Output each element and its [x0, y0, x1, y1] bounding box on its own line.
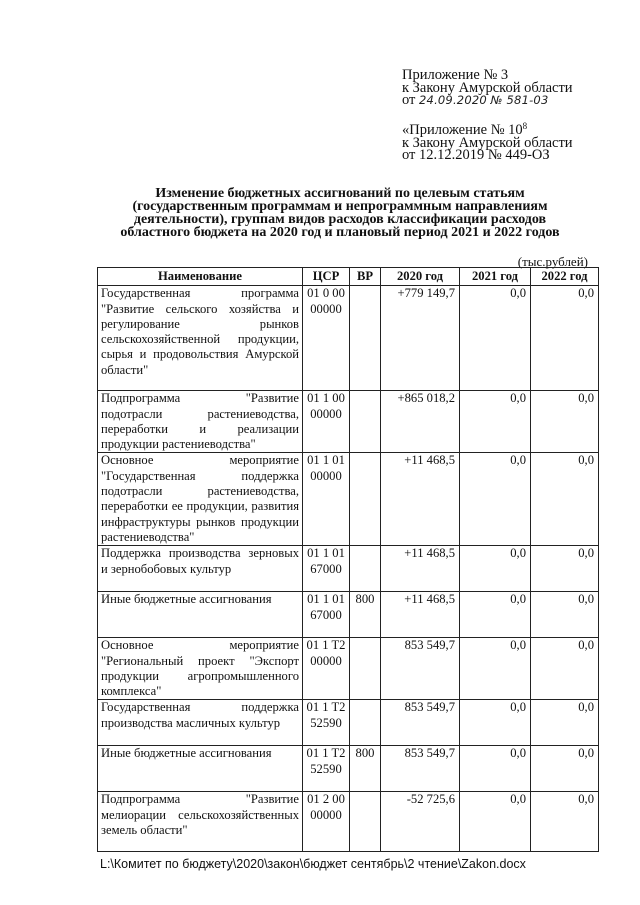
cell-2020: 853 549,7	[381, 700, 460, 746]
cell-name: Основное мероприятие "Государственная поддержка подотрасли растениеводства, переработки ее продукции, развития инфраструктуры рынков продукции растениеводства"	[98, 453, 303, 546]
cell-2021: 0,0	[460, 700, 531, 746]
title-line: областного бюджета на 2020 год и плановый период 2021 и 2022 годов	[120, 225, 560, 240]
table-row	[98, 792, 599, 852]
annex-current-date-line	[402, 94, 573, 107]
cell-vr	[350, 453, 381, 546]
cell-name: Подпрограмма "Развитие мелиорации сельскохозяйственных земель области"	[98, 792, 303, 852]
cell-2021: 0,0	[460, 638, 531, 700]
cell-vr	[350, 391, 381, 453]
cell-csr: 01 0 00 00000	[303, 286, 350, 391]
document-title	[96, 187, 584, 239]
cell-2021: 0,0	[460, 592, 531, 638]
cell-csr: 01 1 T2 52590	[303, 746, 350, 792]
cell-2020: +779 149,7	[381, 286, 460, 391]
cell-2022: 0,0	[531, 391, 599, 453]
annex-previous-title: «Приложение № 10	[402, 122, 523, 138]
title-line: деятельности), группам видов расходов классификации расходов	[133, 212, 547, 227]
column-header-csr: ЦСР	[303, 268, 350, 286]
table-header-row	[98, 268, 599, 286]
cell-2022: 0,0	[531, 792, 599, 852]
cell-vr	[350, 700, 381, 746]
cell-2021: 0,0	[460, 746, 531, 792]
cell-2021: 0,0	[460, 391, 531, 453]
cell-vr	[350, 286, 381, 391]
cell-name: Государственная программа "Развитие сельского хозяйства и регулирование рынков сельскохозяйственной продукции, сырья и продовольствия Амурской области"	[98, 286, 303, 391]
title-line: (государственным программам и непрограммным направлениям	[132, 199, 548, 214]
annex-previous-date-number: от 12.12.2019 № 449-ОЗ	[402, 147, 550, 163]
column-header-2022: 2022 год	[531, 268, 599, 286]
cell-2021: 0,0	[460, 453, 531, 546]
budget-table	[97, 267, 599, 852]
cell-name: Основное мероприятие "Региональный проект "Экспорт продукции агропромышленного комплекса"	[98, 638, 303, 700]
annex-current-law-ref: к Закону Амурской области	[402, 79, 573, 96]
cell-csr: 01 1 01 00000	[303, 453, 350, 546]
table-row	[98, 592, 599, 638]
cell-2021: 0,0	[460, 286, 531, 391]
cell-2022: 0,0	[531, 638, 599, 700]
column-header-name: Наименование	[98, 268, 303, 286]
cell-2022: 0,0	[531, 700, 599, 746]
annex-previous-title-sup: 8	[522, 121, 528, 131]
table-row	[98, 638, 599, 700]
cell-2021: 0,0	[460, 546, 531, 592]
handwritten-date: 24.09.2020	[419, 93, 487, 107]
column-header-2020: 2020 год	[381, 268, 460, 286]
cell-2020: -52 725,6	[381, 792, 460, 852]
units-label: (тыс.рублей)	[517, 254, 588, 269]
cell-vr: 800	[350, 746, 381, 792]
table-row	[98, 286, 599, 391]
annex-current-title: Приложение № 3	[402, 67, 509, 83]
annex-previous-block	[402, 121, 573, 163]
cell-vr: 800	[350, 592, 381, 638]
cell-2022: 0,0	[531, 546, 599, 592]
cell-2020: +11 468,5	[381, 592, 460, 638]
column-header-vr: ВР	[350, 268, 381, 286]
cell-2022: 0,0	[531, 592, 599, 638]
cell-2020: +11 468,5	[381, 453, 460, 546]
cell-2020: +865 018,2	[381, 391, 460, 453]
cell-vr	[350, 546, 381, 592]
cell-vr	[350, 638, 381, 700]
file-path-footer: L:\Комитет по бюджету\2020\закон\бюджет сентябрь\2 чтение\Zakon.docx	[100, 857, 526, 871]
cell-vr	[350, 792, 381, 852]
table-row	[98, 700, 599, 746]
cell-2022: 0,0	[531, 453, 599, 546]
table-row	[98, 391, 599, 453]
cell-csr: 01 1 T2 52590	[303, 700, 350, 746]
table-row	[98, 453, 599, 546]
cell-2020: +11 468,5	[381, 546, 460, 592]
cell-csr: 01 1 01 67000	[303, 546, 350, 592]
cell-name: Поддержка производства зерновых и зернобобовых культур	[98, 546, 303, 592]
cell-csr: 01 2 00 00000	[303, 792, 350, 852]
cell-name: Иные бюджетные ассигнования	[98, 592, 303, 638]
cell-2022: 0,0	[531, 286, 599, 391]
table-row	[98, 746, 599, 792]
cell-name: Государственная поддержка производства масличных культур	[98, 700, 303, 746]
cell-csr: 01 1 T2 00000	[303, 638, 350, 700]
cell-csr: 01 1 01 67000	[303, 592, 350, 638]
annex-current-block	[402, 69, 573, 107]
cell-2022: 0,0	[531, 746, 599, 792]
cell-2021: 0,0	[460, 792, 531, 852]
annex-previous-law-ref: к Закону Амурской области	[402, 134, 573, 151]
cell-2020: 853 549,7	[381, 638, 460, 700]
annex-current-prefix: от	[402, 92, 416, 108]
table-row	[98, 546, 599, 592]
cell-2020: 853 549,7	[381, 746, 460, 792]
cell-csr: 01 1 00 00000	[303, 391, 350, 453]
title-line: Изменение бюджетных ассигнований по целевым статьям	[155, 186, 525, 201]
cell-name: Подпрограмма "Развитие подотрасли растениеводства, переработки и реализации продукции растениеводства"	[98, 391, 303, 453]
cell-name: Иные бюджетные ассигнования	[98, 746, 303, 792]
column-header-2021: 2021 год	[460, 268, 531, 286]
handwritten-number: № 581-03	[490, 93, 549, 107]
